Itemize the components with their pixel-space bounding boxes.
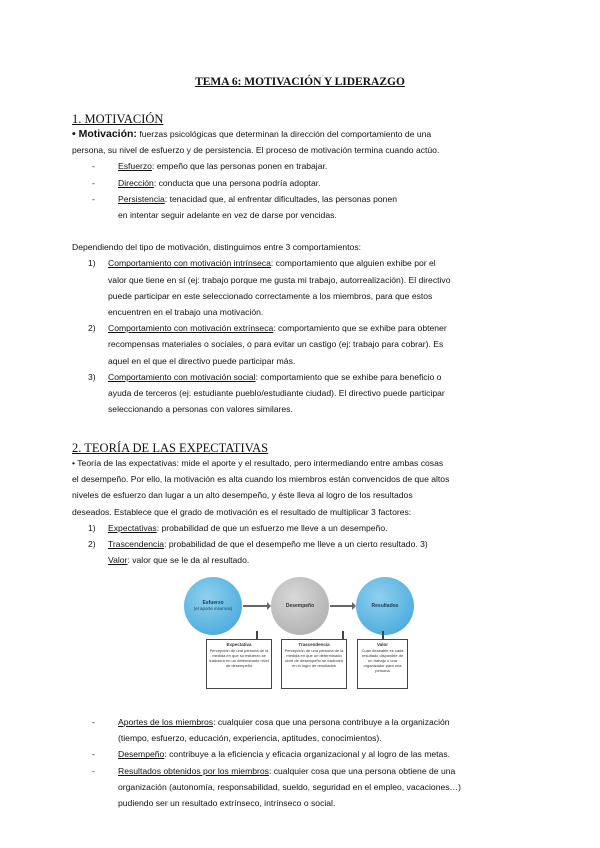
motivation-label: Motivación: [78, 128, 137, 140]
list-item: Valor: valor que se le da al resultado. [108, 555, 250, 566]
valence-box: Valor Cuán deseable es cada resultado disponible de un trabajo o una organizador para una persona [357, 639, 408, 689]
list-item: 1) Comportamiento con motivación intrínseca: comportamiento que alguien exhibe por el [88, 258, 436, 269]
behaviors-lead: Dependiendo del tipo de motivación, distinguimos entre 3 comportamientos: [72, 242, 362, 253]
list-item: - Aportes de los miembros: cualquier cosa que una persona contribuye a la organización [72, 714, 532, 730]
section-2-heading: 2. TEORÍA DE LAS EXPECTATIVAS [72, 441, 269, 455]
arrow-icon [330, 605, 353, 607]
list-item: 2) Comportamiento con motivación extrínseca: comportamiento que se exhibe para obtener [88, 323, 447, 334]
section-2-body: • Teoría de las expectativas: mide el aporte y el resultado, pero intermediando entre ambas cosas el desempeño. Por ello, la motivación es alta cuando los miembros están convencidos de que altos niveles de esfuerzo dan lugar a un alto desempeño, y éste lleva al logro de los resultados deseados. Establece que el grado de motivación es el resultado de multiplicar 3 factores: 1) Expectativas: probabilidad de que un esfuerzo me lleve a un desempeño. 2) Trascendencia: probabilidad de que el desempeño me lleve a un cierto resultado. 3) Valor: valor que se le da al resultado. [72, 455, 532, 568]
bullet-dot: • [72, 128, 79, 140]
arrow-icon [243, 605, 268, 607]
section-1-body: • Motivación: fuerzas psicológicas que determinan la dirección del comportamiento de una persona, su nivel de esfuerzo y de persistencia. El proceso de motivación termina cuando actúo. - Esfuerzo: empeño que las personas ponen en trabajar. - Dirección: conducta que una persona podría adoptar. - Persistencia: tenacidad que, al enfrentar dificultades, las personas ponen en intentar seguir adelante en vez de darse por vencidas. Dependiendo del tipo de motivación, distinguimos entre 3 comportamientos: 1) Comportamiento con motivación intrínseca: comportamiento que alguien exhibe por el valor que tiene en sí (ej: trabajo porque me gusta mi trabajo, autorrealización). El directivo puede participar en este seleccionado correctamente a los miembros, para que estos encuentren en el trabajo una motivación. 2) Comportamiento con motivación extrínseca: comportamiento que se exhibe para obtener recompensas materiales o sociales, o para evitar un castigo (ej: trabajo para cobrar). Es aquel en el que el directivo puede participar más. 3) Comportamiento con motivación social: comportamiento que se exhibe para beneficio o ayuda de terceros (ej: estudiante pueblo/estudiante ciudad). El directivo puede participar seleccionando a personas con valores similares. [72, 126, 532, 417]
connector-line [342, 631, 344, 639]
instrumentality-box: Trascendencia Percepción de una persona de la medida en que un determinado nivel de desempeño se traducirá en el logro de resultados [281, 639, 347, 689]
list-item: - Desempeño: contribuye a la eficiencia y eficacia organizacional y al logro de las metas. [72, 746, 532, 762]
list-item: - Persistencia: tenacidad que, al enfrentar dificultades, las personas ponen [72, 191, 532, 207]
connector-line [382, 631, 384, 639]
expectancy-diagram [170, 577, 430, 691]
performance-circle: Desempeño [271, 577, 329, 635]
results-circle: Resultados [356, 577, 414, 635]
list-item: - Esfuerzo: empeño que las personas ponen en trabajar. [72, 158, 532, 174]
section-1-heading: 1. MOTIVACIÓN [72, 112, 164, 126]
document-title: TEMA 6: MOTIVACIÓN Y LIDERAZGO [195, 76, 405, 88]
list-item: - Dirección: conducta que una persona podría adoptar. [72, 175, 532, 191]
section-2-terms: - Aportes de los miembros: cualquier cosa que una persona contribuye a la organización (tiempo, esfuerzo, educación, experiencia, aptitudes, conocimientos). - Desempeño: contribuye a la eficiencia y eficacia organizacional y al logro de las metas. - Resultados obtenidos por los miembros: cualquier cosa que una persona obtiene de una organización (autonomía, responsabilidad, sueldo, seguridad en el empleo, vacaciones…) pudiendo ser un resultado extrínseco, intrínseco o social. [72, 714, 532, 811]
list-item: 3) Comportamiento con motivación social: comportamiento que se exhibe para beneficio o [88, 371, 442, 382]
list-item: 2) Trascendencia: probabilidad de que el desempeño me lleve a un cierto resultado. 3) [88, 539, 428, 550]
list-item: - Resultados obtenidos por los miembros: cualquier cosa que una persona obtiene de una [72, 763, 532, 779]
connector-line [256, 631, 258, 639]
motivation-definition: • Motivación: fuerzas psicológicas que determinan la dirección del comportamiento de una [72, 128, 432, 140]
expectancy-box: Expectativa Percepción de una persona de la medida en que su esfuerzo se traducirá en un determinado nivel de desempeño [206, 639, 272, 689]
list-item: 1) Expectativas: probabilidad de que un esfuerzo me lleve a un desempeño. [88, 522, 388, 533]
effort-circle: Esfuerzo (el aporte insumos) [184, 577, 242, 635]
